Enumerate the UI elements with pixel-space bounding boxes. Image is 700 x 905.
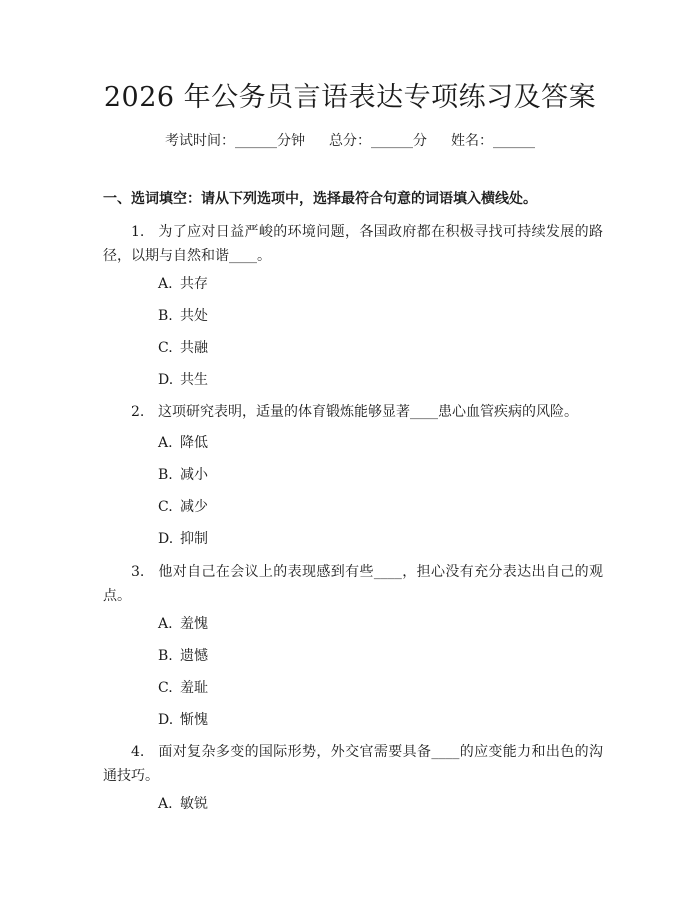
exam-meta-line [0,131,700,151]
exam-time-field: 考试时间：______分钟 [165,133,305,149]
option-text: 减少 [180,499,208,515]
option-2c [158,497,208,517]
option-text: 降低 [180,435,208,451]
option-text: 敏锐 [180,796,208,812]
option-2b [158,465,208,485]
option-4a [158,794,208,814]
question-4 [103,740,603,788]
question-number: 3. [131,564,145,580]
section-heading: 一、选词填空：请从下列选项中，选择最符合句意的词语填入横线处。 [103,191,537,207]
option-letter: A. [158,276,173,292]
question-number: 2. [131,404,145,420]
option-2a [158,433,208,453]
option-text: 羞耻 [180,680,208,696]
option-1c [158,338,208,358]
total-score-field: 总分：______分 [329,133,427,149]
option-letter: A. [158,616,173,632]
option-letter: B. [158,467,173,483]
option-text: 共融 [180,340,208,356]
option-text: 共存 [180,276,208,292]
question-number: 1. [131,224,145,240]
option-letter: D. [158,531,174,547]
question-text: 这项研究表明，适量的体育锻炼能够显著____患心血管疾病的风险。 [158,404,578,420]
option-2d [158,529,208,549]
option-letter: C. [158,680,173,696]
option-3d [158,710,208,730]
option-text: 惭愧 [180,712,208,728]
option-letter: C. [158,340,173,356]
option-text: 减小 [180,467,208,483]
option-text: 共生 [180,372,208,388]
option-3b [158,646,208,666]
option-text: 抑制 [180,531,208,547]
option-letter: A. [158,435,173,451]
question-text: 为了应对日益严峻的环境问题，各国政府都在积极寻找可持续发展的路径，以期与自然和谐____。 [103,224,603,264]
question-number: 4. [131,744,145,760]
question-3 [103,560,603,608]
question-2 [103,400,603,424]
option-text: 遗憾 [180,648,208,664]
option-1d [158,370,208,390]
question-1 [103,220,603,268]
document-title: 2026 年公务员言语表达专项练习及答案 [103,82,597,113]
option-text: 共处 [180,308,208,324]
option-text: 羞愧 [180,616,208,632]
option-1a [158,274,208,294]
name-field: 姓名：______ [451,133,535,149]
option-3c [158,678,208,698]
option-3a [158,614,208,634]
option-letter: D. [158,712,174,728]
question-text: 他对自己在会议上的表现感到有些____，担心没有充分表达出自己的观点。 [103,564,603,604]
option-1b [158,306,208,326]
question-text: 面对复杂多变的国际形势，外交官需要具备____的应变能力和出色的沟通技巧。 [103,744,603,784]
option-letter: B. [158,648,173,664]
option-letter: C. [158,499,173,515]
option-letter: B. [158,308,173,324]
option-letter: A. [158,796,173,812]
option-letter: D. [158,372,174,388]
